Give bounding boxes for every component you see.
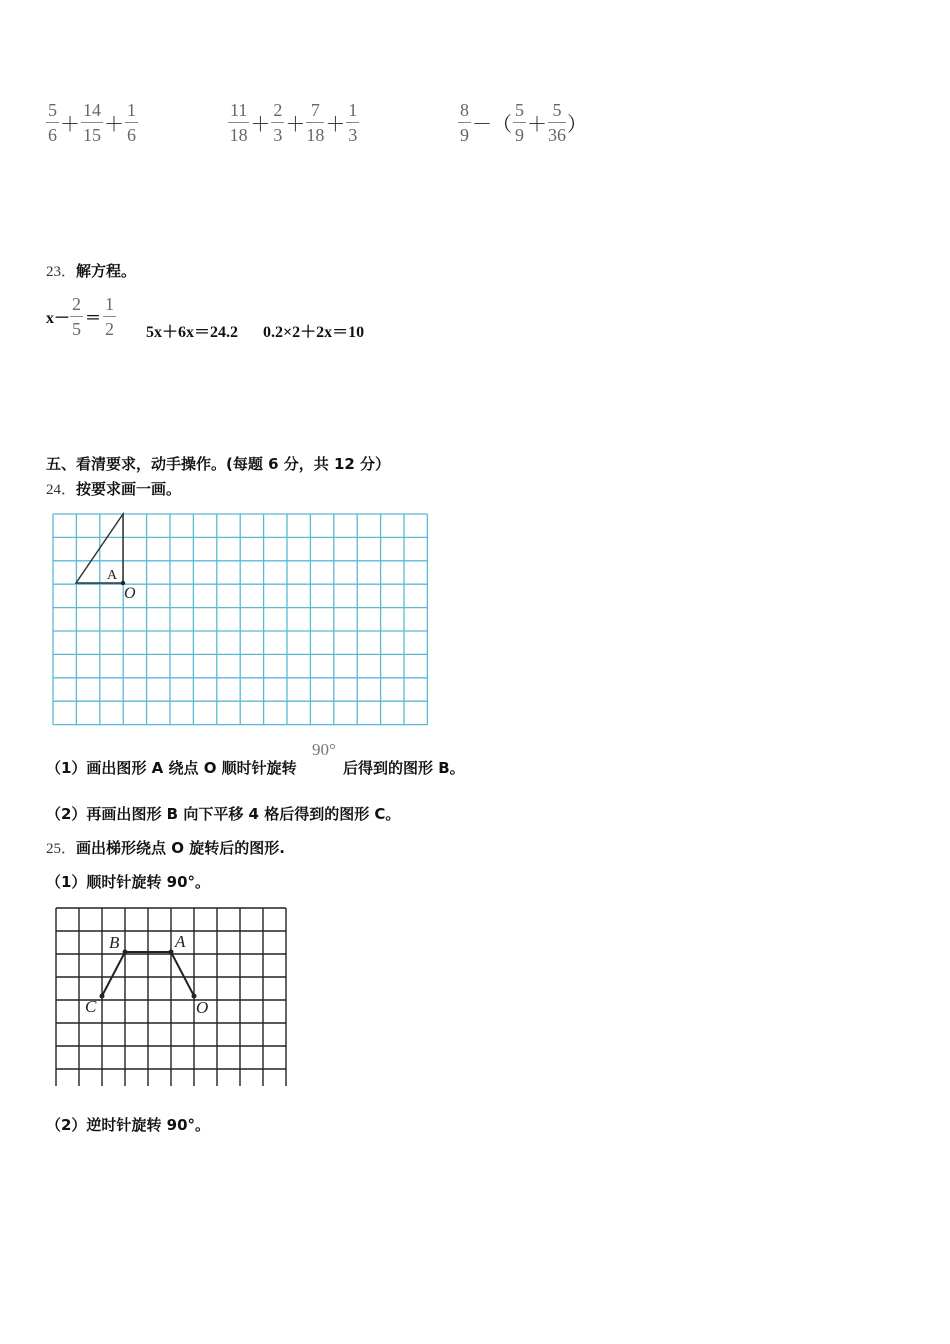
operator: －（ [472,114,512,136]
rotation-grid-q25 [54,906,290,1086]
section-title: 五、看清要求，动手操作。(每题 6 分，共 12 分） [46,455,391,473]
label-o: O [124,585,136,602]
question-title: 按要求画一画。 [76,480,182,498]
fraction: $\frac{2}{3}$ [273,100,283,145]
label-a: A [107,568,118,583]
fraction: $\frac{1}{2}$ [105,294,115,339]
question-number: 23． [46,264,77,280]
label-o: O [196,998,209,1017]
fraction: $\frac{5}{6}$ [48,100,57,145]
equation-3: 0.2×2＋2x＝10 [263,324,365,341]
label-c: C [85,997,97,1016]
question-number: 25． [46,841,77,857]
label-b: B [109,933,120,952]
grid-lines [53,514,427,725]
point-c [100,994,105,999]
label-a: A [175,932,186,951]
rotation-grid-q24 [50,511,432,727]
operator: ＋ [325,114,346,136]
calc-expression-3 [458,100,588,145]
fraction: $\frac{11}{18}$ [229,100,248,145]
equals-sign: ＝ [85,310,102,327]
fraction: $\frac{1}{6}$ [127,100,136,145]
question-title: 画出梯形绕点 O 旋转后的图形. [76,839,285,857]
fraction: $\frac{8}{9}$ [460,100,469,145]
q25-part2: （2）逆时针旋转 90°。 [46,1116,211,1134]
rotation-angle: 90° [312,740,336,759]
fraction: $\frac{14}{15}$ [83,100,101,145]
question-title: 解方程。 [76,262,137,280]
q25-part1: （1）顺时针旋转 90°。 [46,873,211,891]
q24-part2: （2）再画出图形 B 向下平移 4 格后得到的图形 C。 [46,805,401,823]
fraction: $\frac{5}{36}$ [548,100,566,145]
question-23-heading [46,260,136,281]
fraction: $\frac{7}{18}$ [306,100,325,145]
operator: ＋ [527,114,547,136]
equation-1 [46,294,116,339]
operator: ＋ [285,114,306,136]
operator: ＋ [250,114,271,136]
question-24-heading [46,478,181,499]
operator: ＋ [60,114,80,136]
equation-lhs: x－ [46,310,71,327]
point-a [169,950,174,955]
part1-text-before: （1）画出图形 A 绕点 O 顺时针旋转 [46,759,297,777]
calc-expression-2 [228,100,359,145]
point-b [123,950,128,955]
part1-text-after: 后得到的图形 B。 [343,759,465,777]
fraction: $\frac{2}{5}$ [72,294,82,339]
question-25-heading [46,837,285,858]
fraction: $\frac{5}{9}$ [515,100,524,145]
calc-expression-1 [46,100,138,145]
question-number: 24． [46,482,77,498]
equation-2: 5x＋6x＝24.2 [146,324,239,341]
operator: ） [567,114,587,136]
fraction: $\frac{1}{3}$ [348,100,358,145]
operator: ＋ [104,114,124,136]
